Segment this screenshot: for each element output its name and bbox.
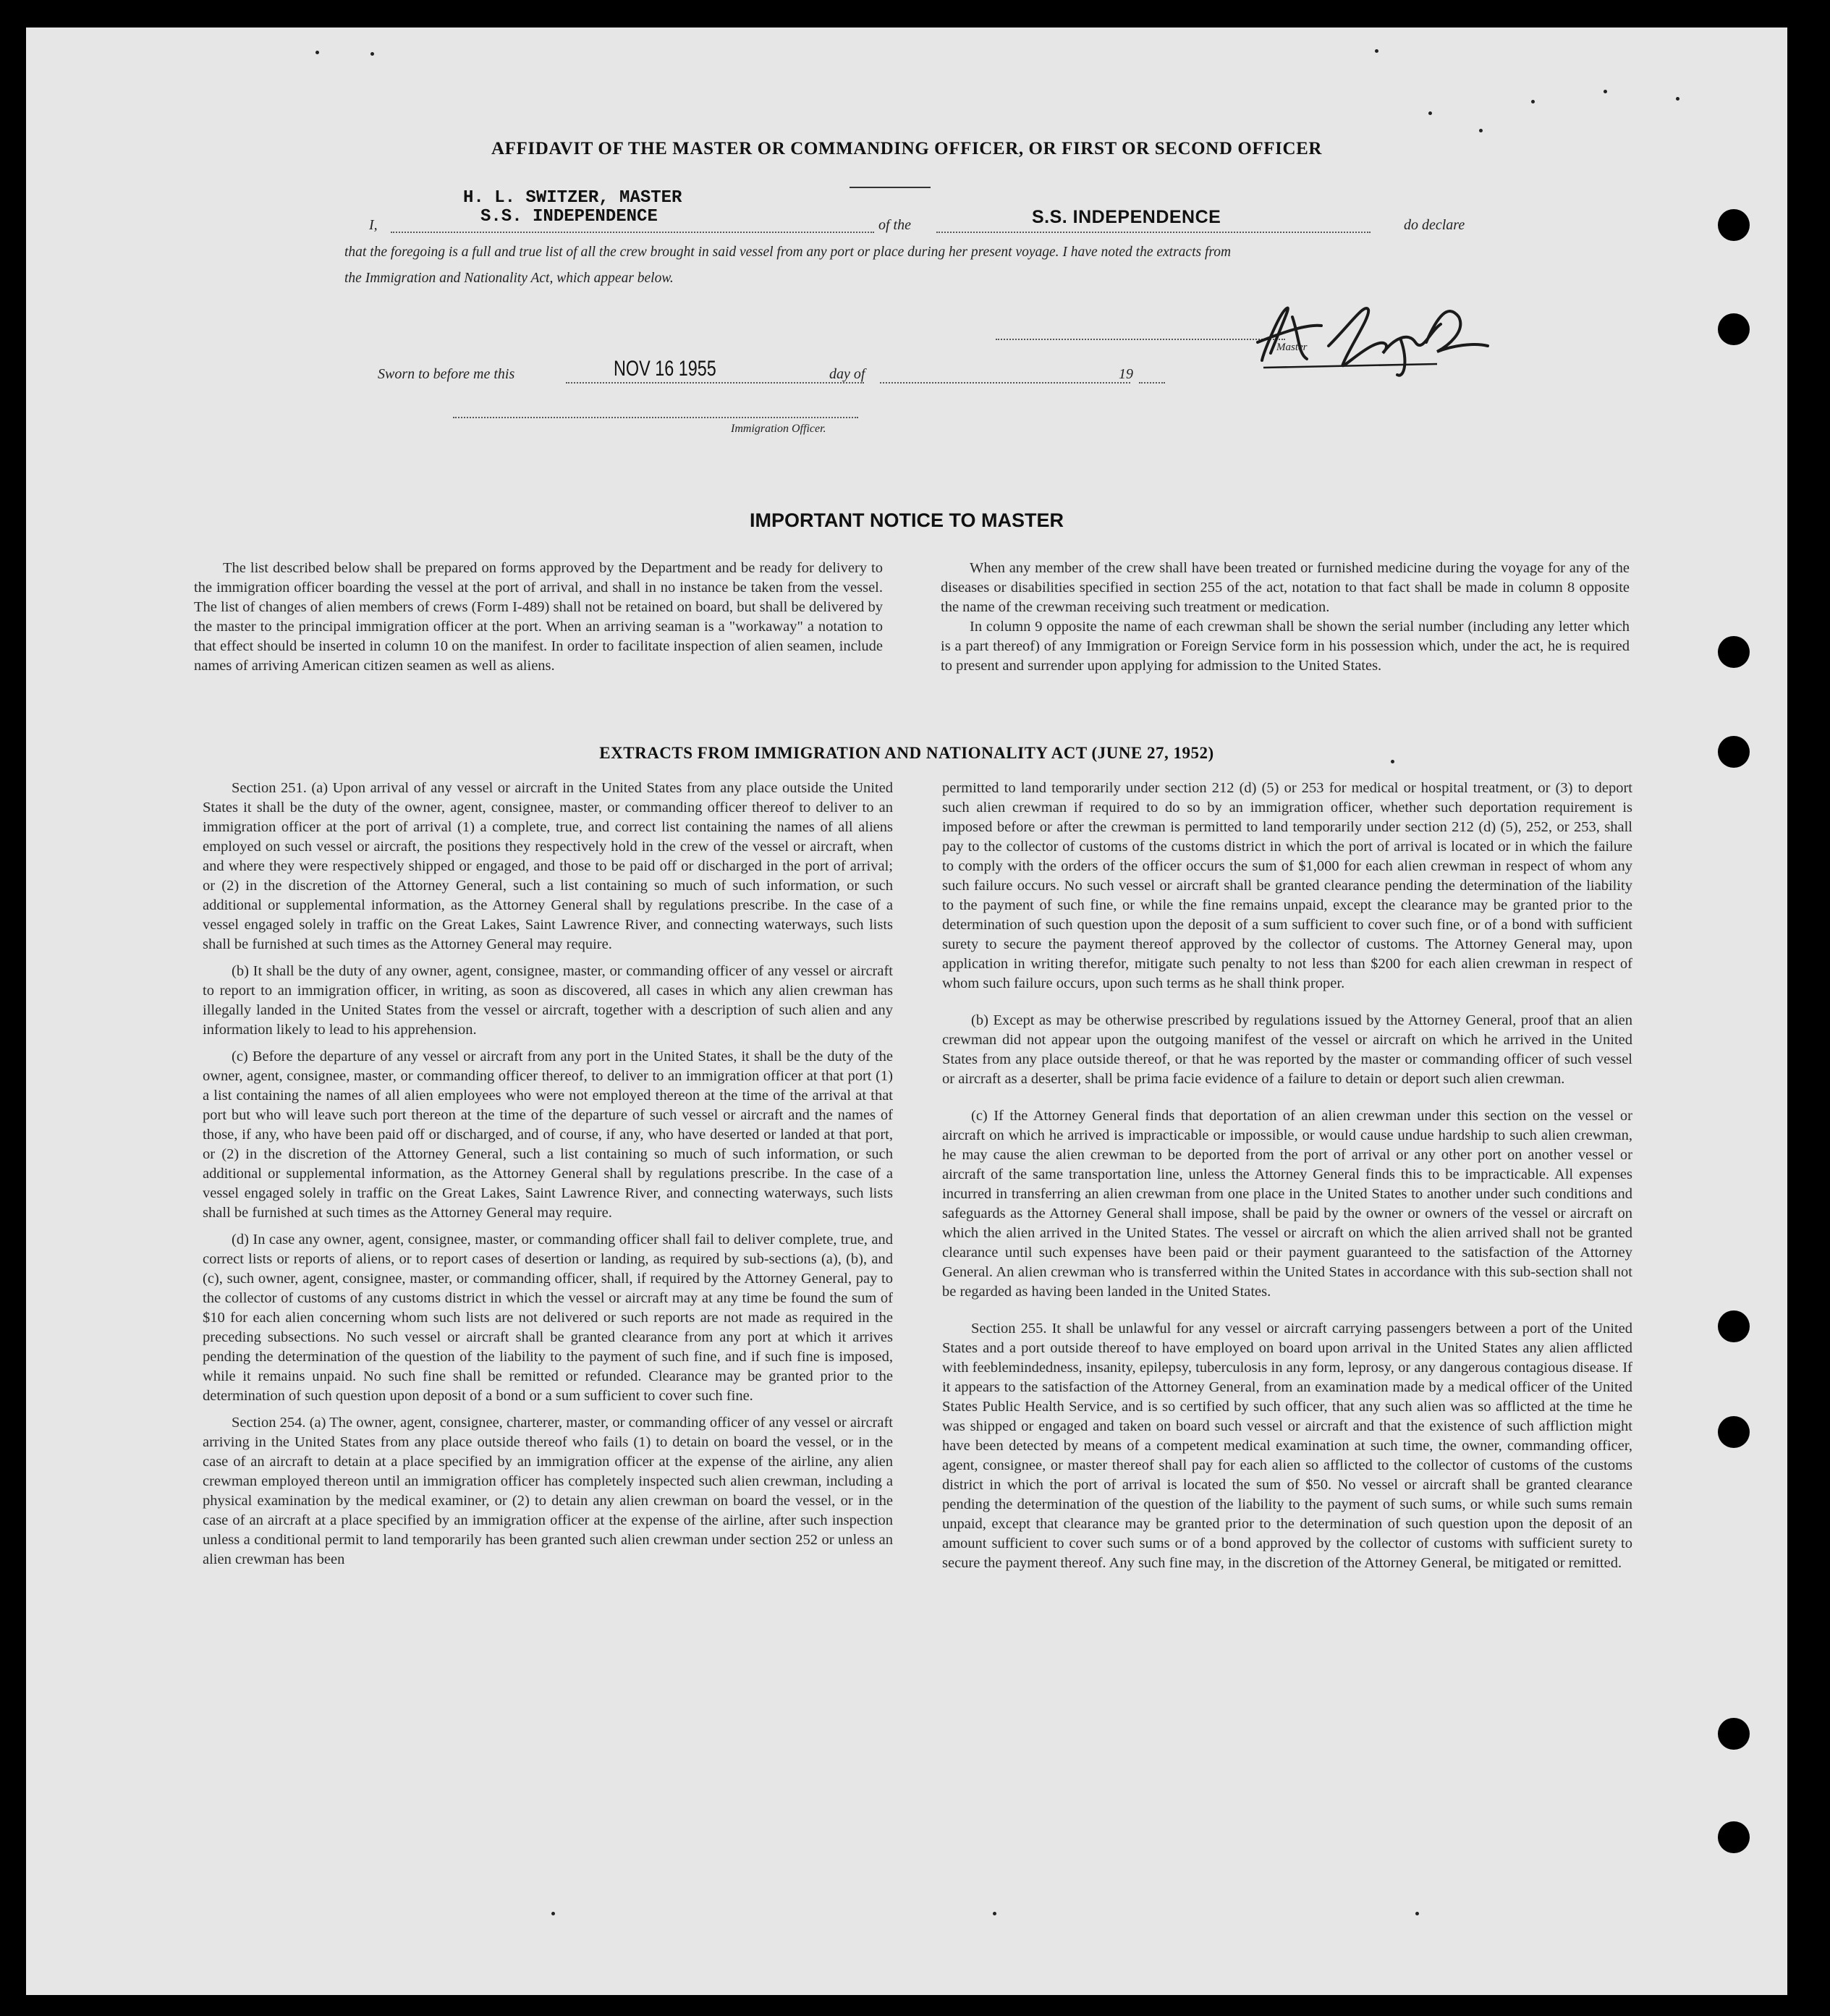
notice-left [194, 559, 883, 683]
master-name: H. L. SWITZER, MASTER [463, 188, 682, 208]
binder-hole [1718, 1416, 1750, 1448]
section-254-c: (c) If the Attorney General finds that deportation of an alien crewman under this section on the vessel or aircraft on which he arrived is impracticable or impossible, or would cause undue hardship to such alien crewman, he may cause the alien crewman to be deported from the port of arrival or any other port on another vessel or aircraft of the same transportation line, unless the Attorney General finds this to be impracticable. All expenses incurred in transferring an alien crewman from one place in the United States to another under such conditions and safeguards as the Attorney General shall impose, shall be paid by the owner or owners of the vessel or aircraft on which the alien arrived in the United States. The vessel or aircraft on which the alien arrived shall not be granted clearance until such expenses have been paid or their payment guaranteed to the satisfaction of the Attorney General. An alien crewman who is transferred within the United States in accordance with this sub-section shall not be regarded as having been landed in the United States. [942, 1108, 1632, 1300]
sworn-date-stamp: NOV 16 1955 [614, 357, 716, 381]
speck [1531, 100, 1535, 103]
master-signature [1242, 274, 1517, 382]
notice-title: IMPORTANT NOTICE TO MASTER [750, 509, 1064, 531]
speck [1604, 90, 1607, 93]
signature-caption: Master [1276, 342, 1308, 353]
notice-left-paragraph: The list described below shall be prepared on forms approved by the Department and be ready for delivery to the immigration officer boarding the vessel at the port of arrival, and shall in no instance be taken from the vessel. The list of changes of alien members of crews (Form I-489) shall not be retained on board, but shall be delivered by the master to the principal immigration officer at the port. When an arriving seaman is a "workaway" a notation to that effect should be inserted in column 10 on the manifest. In order to facilitate inspection of alien seamen, include names of arriving American citizen seamen as well as aliens. [194, 560, 883, 674]
sworn-date-line [566, 382, 864, 384]
vessel-typed: S.S. INDEPENDENCE [480, 207, 658, 226]
title-rule [850, 187, 931, 188]
notice-right-paragraph-1: When any member of the crew shall have been treated or furnished medicine during the voyage for any of the diseases or disabilities specified in section 255 of the act, notation to that fact shall be made in column 8 opposite the name of the crewman receiving such treatment or medication. [941, 560, 1630, 615]
binder-hole [1718, 1310, 1750, 1342]
extracts-title: EXTRACTS FROM IMMIGRATION AND NATIONALITY ACT (JUNE 27, 1952) [599, 744, 1214, 762]
vessel-line [936, 232, 1371, 233]
section-251-c: (c) Before the departure of any vessel or aircraft from any port in the United States, it shall be the duty of the owner, agent, consignee, master, or commanding officer thereof, to deliver to an immigration officer at that port (1) a list containing the names of all alien employees who were not employed thereon at the time of the arrival at that port but who will leave such port thereon at the time of the departure of such vessel or aircraft and the names of those, if any, who have been paid off or discharged, and of course, if any, who have deserted or landed at that port, or (2) in the discretion of the Attorney General, such a list containing so much of such information, or such additional or supplemental information, as the Attorney General shall by regulations prescribe. In the case of a vessel engaged solely in traffic on the Great Lakes, Saint Lawrence River, and connecting waterways, such lists shall be furnished at such times as the Attorney General may require. [203, 1049, 893, 1221]
name-line [391, 232, 874, 233]
section-251-d: (d) In case any owner, agent, consignee, master, or commanding officer shall fail to deliver complete, true, and correct lists or reports of aliens, or to report cases of desertion or landing, as required by sub-sections (a), (b), and (c), such owner, agent, consignee, master, or commanding officer, shall, if required by the Attorney General, pay to the collector of customs of any customs district in which the vessel or aircraft may at any time be found the sum of $10 for each alien concerning whom such lists are not delivered or such reports are not made as required in the preceding subsections. No such vessel or aircraft shall be granted clearance from any port at which it arrives pending the determination of the question of the liability to the payment of such fine, and if such fine is imposed, while it remains unpaid. No such fine shall be remitted or refunded. Clearance may be granted prior to the determination of such question upon deposit of a bond or a sum sufficient to cover such fine. [203, 1232, 893, 1404]
section-254-a: Section 254. (a) The owner, agent, consignee, charterer, master, or commanding officer of any vessel or aircraft arriving in the United States from any place outside thereof who fails (1) to detain on board the vessel, or in the case of an aircraft to detain at a place specified by an immigration officer at the expense of the airline, any alien crewman employed thereon until an immigration officer has completely inspected such alien crewman, including a physical examination by the medical examiner, or (2) to detain any alien crewman on board the vessel, or in the case of an aircraft at a place specified by an immigration officer at the expense of the airline, after such inspection unless a conditional permit to land temporarily has been granted such alien crewman under section 252 or unless an alien crewman has been [203, 1415, 893, 1567]
binder-hole [1718, 636, 1750, 668]
speck [1676, 97, 1679, 101]
label-of-the: of the [878, 217, 911, 233]
affidavit-statement-1: that the foregoing is a full and true list of all the crew brought in said vessel from any port or place during her present voyage. I have noted the extracts from [344, 245, 1232, 260]
notice-right [941, 559, 1630, 683]
document-page [26, 27, 1787, 1995]
speck [1479, 129, 1483, 132]
extracts-right-column [942, 779, 1632, 1580]
officer-caption: Immigration Officer. [731, 423, 826, 435]
section-251-a: Section 251. (a) Upon arrival of any vessel or aircraft in the United States from any place outside the United States it shall be the duty of the owner, agent, consignee, master, or commanding officer thereof to deliver to an immigration officer at the port of arrival (1) a complete, true, and correct list containing the names of all aliens employed on such vessel or aircraft, the positions they respectively hold in the crew of the vessel or aircraft, when and where they were respectively shipped or engaged, and those to be paid off or discharged in the port of arrival; or (2) in the discretion of the Attorney General, such a list containing so much of such information, or such additional or supplemental information, as the Attorney General shall by regulations prescribe. In the case of a vessel engaged solely in traffic on the Great Lakes, Saint Lawrence River, and connecting waterways, such lists shall be furnished at such times as the Attorney General may require. [203, 780, 893, 952]
section-254-b: (b) Except as may be otherwise prescribed by regulations issued by the Attorney General, proof that an alien crewman did not appear upon the outgoing manifest of the vessel or aircraft on which he arrived in the United States from any place outside thereof, or that he was reported by the master or commanding officer of such vessel or aircraft as a deserter, shall be prima facie evidence of a failure to detain or deport such alien crewman. [942, 1012, 1632, 1087]
speck [315, 51, 319, 54]
binder-hole [1718, 1718, 1750, 1750]
section-255: Section 255. It shall be unlawful for any vessel or aircraft carrying passengers between a port of the United States and a port outside thereof to have employed on board upon arrival in the United States any alien afflicted with feeblemindedness, insanity, epilepsy, tuberculosis in any form, leprosy, or any dangerous contagious disease. If it appears to the satisfaction of the Attorney General, from an examination made by a medical officer of the United States Public Health Service, and is so certified by such officer, that any such alien was so afflicted at the time he was shipped or engaged and taken on board such vessel or aircraft and that the existence of such affliction might have been detected by means of a competent medical examination at such time, the owner, commanding officer, agent, consignee, or master thereof shall pay for each alien so afflicted to the collector of customs of the customs district in which the port of arrival is located the sum of $50. No vessel or aircraft shall be granted clearance pending the determination of the question of the liability to the payment of such sums, or while such sums remain unpaid, except that clearance may be granted prior to the determination of such question upon the deposit of an amount sufficient to cover such sums or of a bond approved by the collector of customs with sufficient surety to secure the payment thereof. Any such fine may, in the discretion of the Attorney General, be mitigated or remitted. [942, 1321, 1632, 1571]
label-day-of: day of [829, 366, 865, 382]
binder-hole [1718, 313, 1750, 345]
speck [551, 1912, 555, 1915]
sworn-prefix: Sworn to before me this [378, 366, 515, 382]
year-prefix: 19 [1119, 366, 1133, 382]
month-line [880, 382, 1130, 384]
section-254-a-cont: permitted to land temporarily under section 212 (d) (5) or 253 for medical or hospital treatment, or (3) to deport such alien crewman if required to do so by an immigration officer, whether such deportation requirement is imposed before or after the crewman is permitted to land temporarily under section 212 (d) (5), 252, or 253, shall pay to the collector of customs of the customs district in which the port of arrival is located or in which the failure to comply with the orders of the officer occurs the sum of $1,000 for each alien crewman in respect of whom any such failure occurs. No such vessel or aircraft shall be granted clearance pending the determination of the liability to the payment of such fine, or while the fine remains unpaid, except the clearance may be granted prior to the determination of such question upon the deposit of a sum sufficient to cover such fine, or of a bond with sufficient surety to secure the payment thereof approved by the collector of customs. The Attorney General may, upon application in writing therefor, mitigate such penalty to not less than $200 for each alien crewman in respect of whom such failure occurs, upon such terms as he shall think proper. [942, 780, 1632, 991]
affidavit-statement-2: the Immigration and Nationality Act, which appear below. [344, 271, 674, 286]
label-i: I, [369, 217, 378, 233]
label-do-declare: do declare [1404, 217, 1465, 233]
year-line [1139, 382, 1165, 384]
speck [1428, 111, 1432, 115]
binder-hole [1718, 1821, 1750, 1853]
section-251-b: (b) It shall be the duty of any owner, agent, consignee, master, or commanding officer of any vessel or aircraft to report to an immigration officer, in writing, as soon as discovered, all cases in which any alien crewman has illegally landed in the United States from the vessel or aircraft, together with a description of such alien and any information likely to lead to his apprehension. [203, 963, 893, 1038]
officer-signature-line [453, 417, 858, 418]
extracts-left-column [203, 779, 893, 1577]
speck [1415, 1912, 1419, 1915]
speck [370, 52, 374, 56]
vessel-stamped: S.S. INDEPENDENCE [1032, 207, 1221, 227]
affidavit-title: AFFIDAVIT OF THE MASTER OR COMMANDING OFFICER, OR FIRST OR SECOND OFFICER [491, 139, 1323, 158]
speck [1375, 49, 1378, 53]
binder-hole [1718, 209, 1750, 241]
notice-right-paragraph-2: In column 9 opposite the name of each crewman shall be shown the serial number (including any letter which is a part thereof) of any Immigration or Foreign Service form in his possession which, under the act, he is required to present and surrender upon applying for admission to the United States. [941, 619, 1630, 674]
speck [993, 1912, 996, 1915]
